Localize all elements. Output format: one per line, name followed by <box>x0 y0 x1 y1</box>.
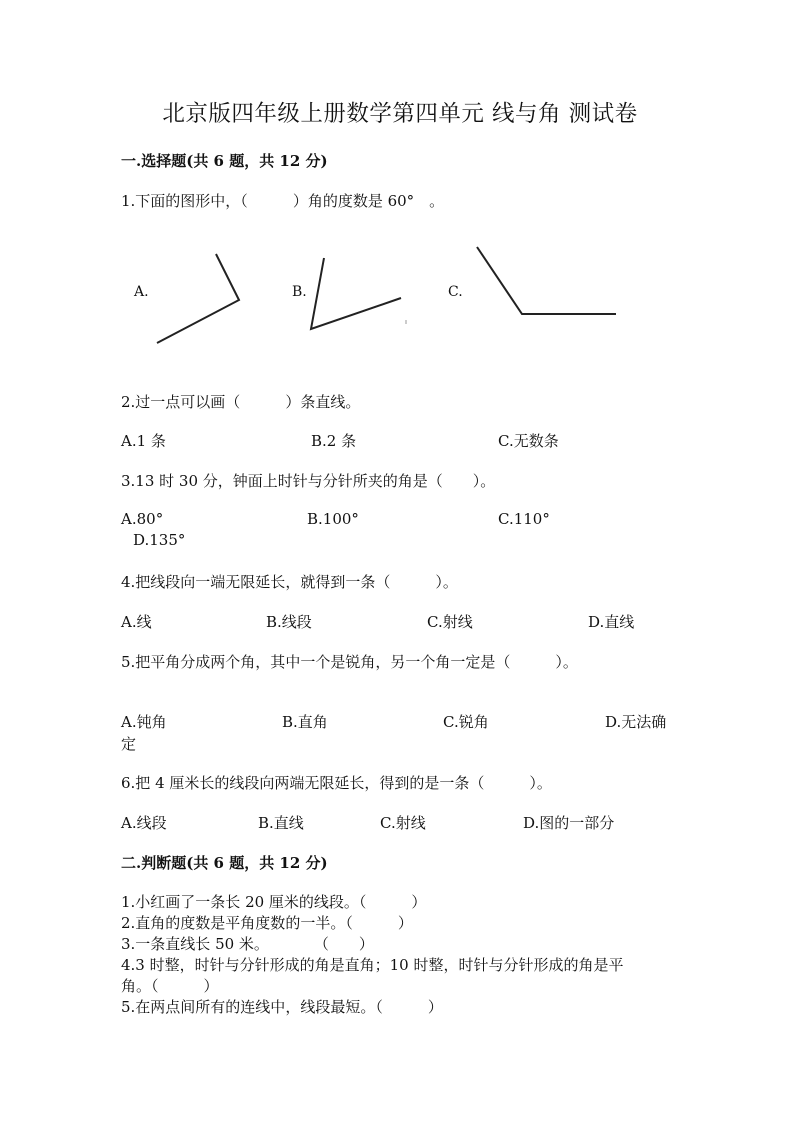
judgement-item-5: 5.在两点间所有的连线中，线段最短。（ ） <box>121 998 443 1016</box>
q3-option-b: B.100° <box>307 510 359 528</box>
q6-option-d: D.图的一部分 <box>523 814 615 832</box>
question-2-text: 2.过一点可以画（ ）条直线。 <box>121 393 361 411</box>
figure-label-b: B. <box>292 284 307 300</box>
q2-option-c: C.无数条 <box>498 432 559 450</box>
q6-option-c: C.射线 <box>380 814 426 832</box>
q5-option-d: D.无法确 <box>605 713 667 731</box>
q5-option-b: B.直角 <box>282 713 328 731</box>
q6-option-a: A.线段 <box>121 814 167 832</box>
q3-option-c: C.110° <box>498 510 550 528</box>
question-5-text: 5.把平角分成两个角，其中一个是锐角，另一个角一定是（ ）。 <box>121 653 578 671</box>
judgement-item-4-wrap: 角。（ ） <box>121 977 219 995</box>
judgement-item-2: 2.直角的度数是平角度数的一半。（ ） <box>121 914 413 932</box>
judgement-item-3: 3.一条直线长 50 米。 （ ） <box>121 935 374 953</box>
figure-label-a: A. <box>134 284 149 300</box>
q6-option-b: B.直线 <box>258 814 304 832</box>
question-6-text: 6.把 4 厘米长的线段向两端无限延长，得到的是一条（ ）。 <box>121 774 552 792</box>
q2-option-a: A.1 条 <box>121 432 166 450</box>
question-1-text: 1.下面的图形中，（ ）角的度数是 60° 。 <box>121 192 445 210</box>
q3-option-d: D.135° <box>133 531 186 549</box>
q4-option-a: A.线 <box>121 613 152 631</box>
q5-option-d-wrap: 定 <box>121 735 137 753</box>
question-3-text: 3.13 时 30 分，钟面上时针与分针所夹的角是（ ）。 <box>121 472 496 490</box>
figure-label-c: C. <box>448 284 463 300</box>
section-heading-choice: 一.选择题(共 6 题，共 12 分) <box>121 152 328 170</box>
q5-option-c: C.锐角 <box>443 713 489 731</box>
q5-option-a: A.钝角 <box>121 713 167 731</box>
question-4-text: 4.把线段向一端无限延长，就得到一条（ ）。 <box>121 573 458 591</box>
judgement-item-4: 4.3 时整，时针与分针形成的角是直角；10 时整，时针与分针形成的角是平 <box>121 956 624 974</box>
angle-figure-c <box>477 247 616 314</box>
q4-option-c: C.射线 <box>427 613 473 631</box>
q4-option-b: B.线段 <box>266 613 312 631</box>
page-title: 北京版四年级上册数学第四单元 线与角 测试卷 <box>162 101 638 127</box>
angle-figure-a <box>157 254 239 343</box>
q4-option-d: D.直线 <box>588 613 635 631</box>
judgement-item-1: 1.小红画了一条长 20 厘米的线段。（ ） <box>121 893 427 911</box>
angle-figure-b <box>311 258 401 329</box>
q2-option-b: B.2 条 <box>311 432 357 450</box>
section-heading-judgement: 二.判断题(共 6 题，共 12 分) <box>121 854 328 872</box>
q3-option-a: A.80° <box>121 510 164 528</box>
